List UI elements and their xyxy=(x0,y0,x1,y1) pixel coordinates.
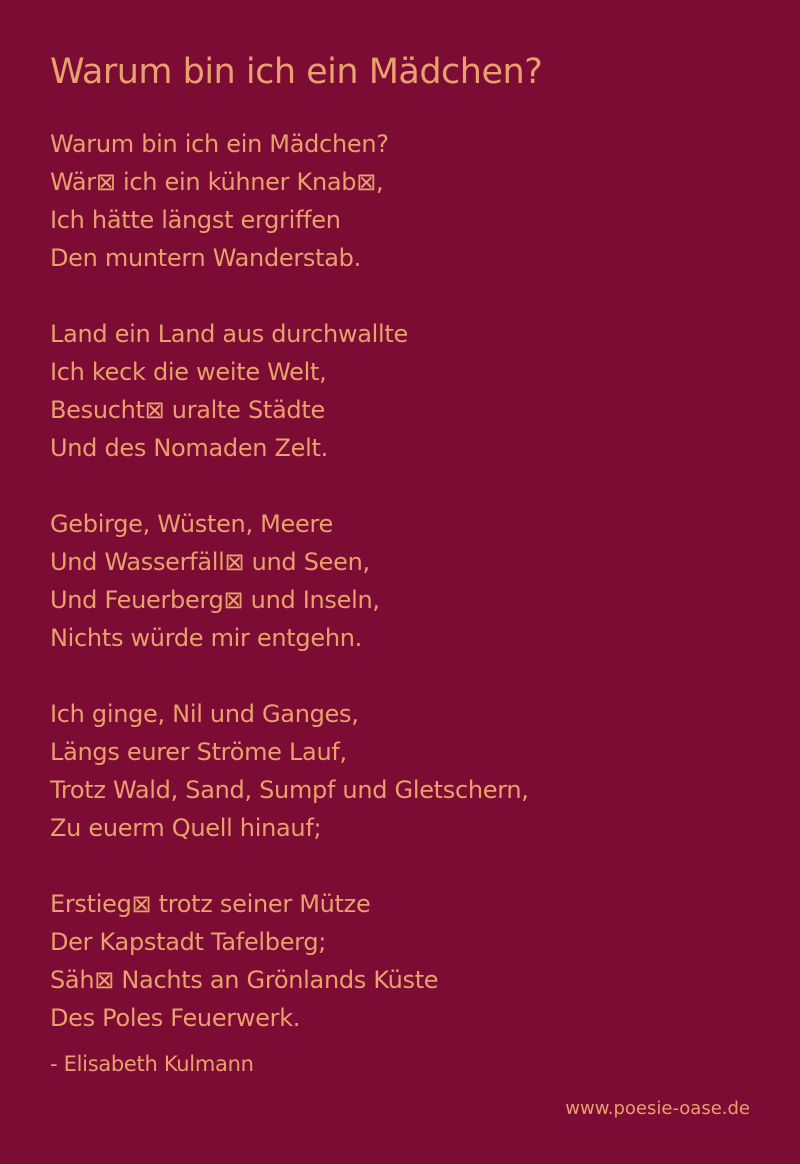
stanza-1 xyxy=(50,125,750,277)
poem-line: Säh⊠ Nachts an Grönlands Küste xyxy=(50,966,439,994)
poem-line: Nichts würde mir entgehn. xyxy=(50,624,362,652)
poem-line: Ich ginge, Nil und Ganges, xyxy=(50,700,359,728)
poem-line: Besucht⊠ uralte Städte xyxy=(50,396,325,424)
poem-body xyxy=(50,125,750,1075)
poem-line: Gebirge, Wüsten, Meere xyxy=(50,510,333,538)
poem-line: Und des Nomaden Zelt. xyxy=(50,434,328,462)
poem-line: Warum bin ich ein Mädchen? xyxy=(50,130,389,158)
poem-line: Den muntern Wanderstab. xyxy=(50,244,361,272)
stanza-5 xyxy=(50,885,750,1037)
poem-line: Und Wasserfäll⊠ und Seen, xyxy=(50,548,370,576)
stanza-2 xyxy=(50,315,750,467)
poem-line: Und Feuerberg⊠ und Inseln, xyxy=(50,586,380,614)
poem-line: Des Poles Feuerwerk. xyxy=(50,1004,301,1032)
website-url: www.poesie-oase.de xyxy=(565,1098,750,1119)
stanza-4 xyxy=(50,695,750,847)
poem-line: Wär⊠ ich ein kühner Knab⊠, xyxy=(50,168,384,196)
poem-title: Warum bin ich ein Mädchen? xyxy=(50,52,543,92)
poem-line: Ich keck die weite Welt, xyxy=(50,358,327,386)
poem-line: Der Kapstadt Tafelberg; xyxy=(50,928,327,956)
stanza-3 xyxy=(50,505,750,657)
poem-line: Längs eurer Ströme Lauf, xyxy=(50,738,347,766)
poem-line: Ich hätte längst ergriffen xyxy=(50,206,341,234)
poem-line: Trotz Wald, Sand, Sumpf und Gletschern, xyxy=(50,776,529,804)
poem-line: Zu euerm Quell hinauf; xyxy=(50,814,322,842)
poem-line: Land ein Land aus durchwallte xyxy=(50,320,408,348)
poem-author: - Elisabeth Kulmann xyxy=(50,1052,254,1076)
poem-line: Erstieg⊠ trotz seiner Mütze xyxy=(50,890,371,918)
